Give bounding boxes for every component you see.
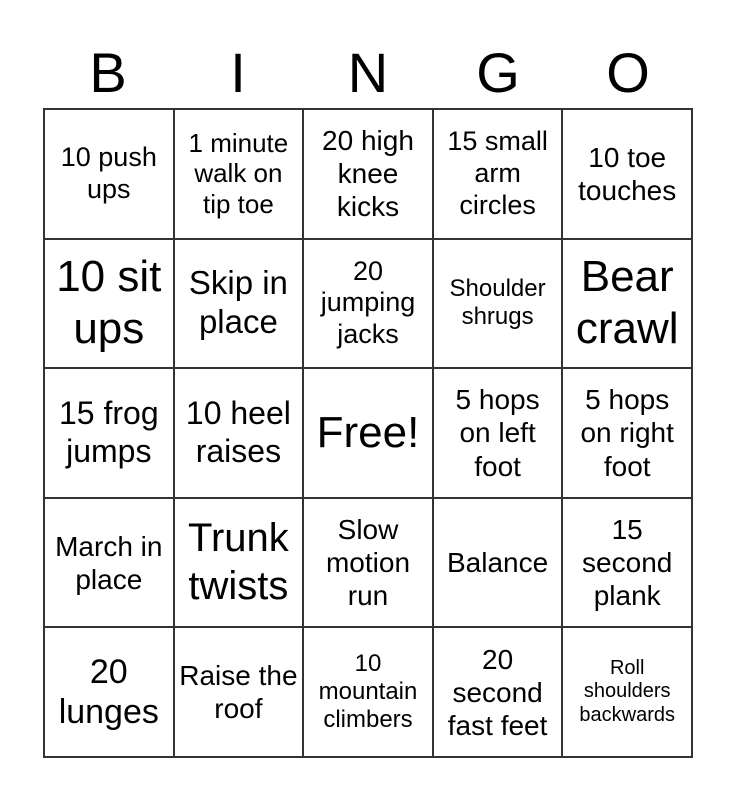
- bingo-cell: [44, 239, 174, 369]
- bingo-cell: [303, 627, 433, 757]
- cell-text: 10 push ups: [60, 141, 157, 204]
- cell-text: 20 high knee kicks: [322, 125, 414, 223]
- header-letter-o: O: [606, 41, 650, 104]
- cell-text: 1 minute walk on tip toe: [188, 127, 289, 220]
- cell-text: March in place: [55, 530, 163, 595]
- bingo-cell: [433, 239, 563, 369]
- bingo-cell: [303, 498, 433, 628]
- cell-text: 15 second plank: [582, 514, 673, 612]
- cell-text: 5 hops on right foot: [580, 384, 674, 482]
- cell-text: 20 second fast feet: [447, 643, 548, 741]
- cell-text: Skip in place: [188, 264, 288, 341]
- bingo-cell: [174, 239, 304, 369]
- cell-text: 5 hops on left foot: [455, 384, 540, 482]
- cell-text: Trunk twists: [188, 516, 289, 608]
- bingo-cell: [174, 627, 304, 757]
- cell-text: 10 mountain climbers: [318, 649, 418, 734]
- bingo-cell: [433, 498, 563, 628]
- bingo-cell: [433, 368, 563, 498]
- header-letter-b: B: [89, 41, 127, 104]
- bingo-cell: [562, 368, 692, 498]
- bingo-cell: [44, 368, 174, 498]
- cell-text: Raise the roof: [179, 660, 298, 725]
- bingo-cell: [303, 239, 433, 369]
- bingo-cell: [174, 498, 304, 628]
- cell-text: 15 small arm circles: [447, 126, 548, 220]
- bingo-cell: [562, 498, 692, 628]
- header-letter-n: N: [347, 41, 389, 104]
- bingo-cell: [44, 109, 174, 239]
- bingo-cell: [433, 627, 563, 757]
- cell-text: Balance: [447, 547, 549, 579]
- bingo-board: [43, 108, 693, 758]
- cell-text: Roll shoulders backwards: [579, 656, 675, 726]
- bingo-cell: [174, 109, 304, 239]
- bingo-cell: [562, 109, 692, 239]
- bingo-cell: [44, 627, 174, 757]
- cell-text: Shoulder shrugs: [449, 275, 546, 331]
- cell-text: Free!: [316, 408, 420, 458]
- free-cell: [303, 368, 433, 498]
- cell-text: 20 jumping jacks: [320, 255, 416, 350]
- bingo-cell: [562, 627, 692, 757]
- bingo-cell: [303, 109, 433, 239]
- bingo-cell: [433, 109, 563, 239]
- cell-text: Slow motion run: [325, 514, 411, 612]
- bingo-cell: [174, 368, 304, 498]
- header-letter-g: G: [476, 41, 520, 104]
- cell-text: Bear crawl: [575, 252, 679, 354]
- cell-text: 20 lunges: [58, 653, 159, 732]
- cell-text: 15 frog jumps: [58, 395, 159, 469]
- bingo-cell: [562, 239, 692, 369]
- header-letter-i: I: [230, 41, 246, 104]
- bingo-header: [43, 38, 693, 108]
- cell-text: 10 toe touches: [578, 141, 677, 206]
- cell-text: 10 heel raises: [185, 395, 291, 469]
- cell-text: 10 sit ups: [56, 252, 162, 354]
- bingo-cell: [44, 498, 174, 628]
